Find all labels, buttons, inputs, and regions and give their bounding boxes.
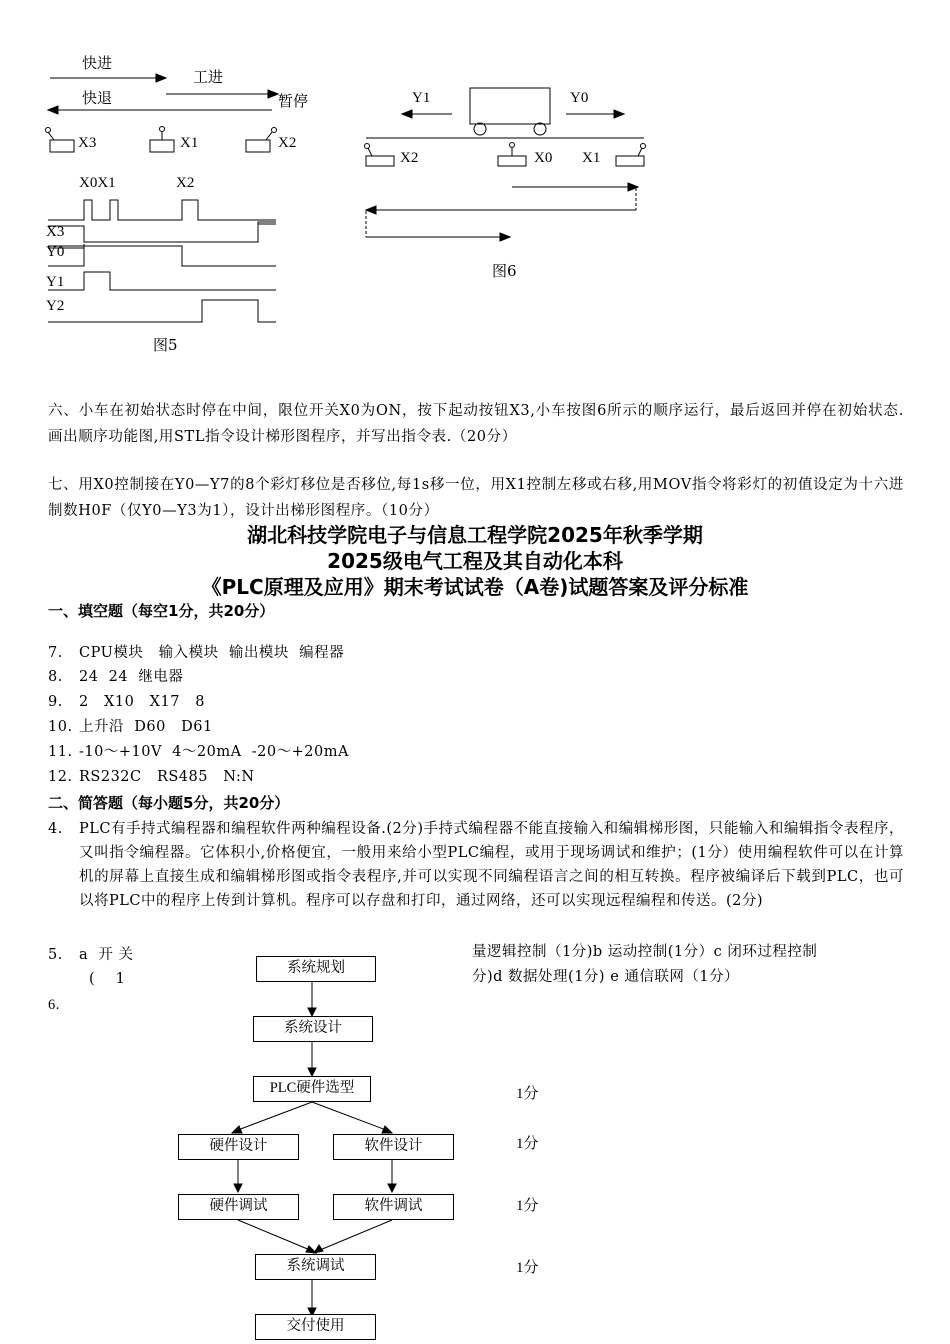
answer-11: [48, 740, 349, 764]
answer-7: [48, 641, 344, 665]
answer-8: [48, 665, 183, 689]
label-x3: X3: [78, 135, 97, 151]
answer-num: 12.: [48, 769, 73, 785]
flow-box-design: 系统设计: [253, 1016, 373, 1042]
score-1: 1分: [516, 1086, 539, 1102]
label-y0: Y0: [570, 90, 589, 106]
signal-y2: Y2: [46, 298, 65, 314]
q4-num: 4.: [48, 821, 63, 837]
flow-box-plan: 系统规划: [256, 956, 376, 982]
score-2: 1分: [516, 1136, 539, 1152]
question-6: 六、小车在初始状态时停在中间，限位开关X0为ON，按下起动按钮X3,小车按图6所示的顺序运行，最后返回并停在初始状态.画出顺序功能图,用STL指令设计梯形图程序，并写出指令表.（20分）: [48, 403, 904, 445]
label-pause: 暂停: [278, 92, 309, 110]
label-fast-forward: 快进: [82, 54, 113, 72]
answer-text: 24 24 继电器: [79, 669, 184, 685]
answer-9: [48, 690, 205, 714]
label-x1-fig6: X1: [582, 150, 601, 166]
answer-num: 10.: [48, 719, 73, 735]
label-x2: X2: [278, 135, 297, 151]
answer-num: 9.: [48, 694, 63, 710]
q5-right-2: 分)d 数据处理(1分) e 通信联网（1分）: [472, 969, 740, 985]
cart-body: [470, 88, 550, 124]
score-3: 1分: [516, 1198, 539, 1214]
answer-text: 2 X10 X17 8: [79, 694, 205, 710]
answer-q4: [48, 817, 904, 913]
q5-num: 5.: [48, 947, 63, 963]
signal-x3: X3: [46, 224, 65, 240]
flow-box-sw-debug: 软件调试: [333, 1194, 454, 1220]
flow-box-deliver: 交付使用: [255, 1314, 376, 1340]
q5-left-2: ( 1: [89, 971, 126, 987]
answer-num: 11.: [48, 744, 73, 760]
cart-wheel-left: [474, 123, 486, 135]
flow-box-sys-debug: 系统调试: [255, 1254, 376, 1280]
section-short-answer: 二、简答题（每小题5分，共20分）: [48, 794, 290, 812]
score-4: 1分: [516, 1260, 539, 1276]
figure-5-timing: [40, 190, 340, 340]
answer-text: CPU模块 输入模块 输出模块 编程器: [79, 645, 345, 661]
q6-num: 6.: [48, 997, 60, 1013]
q5-left-1: a 开 关: [79, 947, 134, 963]
page-title-line-2: 2025级电气工程及其自动化本科: [327, 549, 623, 573]
figure-5-caption: 图5: [153, 336, 178, 354]
label-x0x1: X0X1: [79, 175, 116, 191]
answer-text: -10～+10V 4～20mA -20～+20mA: [79, 744, 349, 760]
q5-right-1: 量逻辑控制（1分)b 运动控制(1分）c 闭环过程控制: [472, 944, 818, 960]
q4-text: PLC有手持式编程器和编程软件两种编程设备.(2分)手持式编程器不能直接输入和编辑梯形图，只能输入和编辑指令表程序，又叫指令编程器。它体积小,价格便宜，一般用来给小型PLC编程，或用于现场调试和维护；(1分）使用编程软件可以在计算机的屏幕上直接生成和编辑梯形图或指令表程序,并可以实现不同编程语言之间的相互转换。程序被编译后下载到PLC，也可以将PLC中的程序上传到计算机。程序可以存盘和打印，通过网络，还可以实现远程编程和传送。(2分): [79, 821, 904, 909]
page-title-line-1: 湖北科技学院电子与信息工程学院2025年秋季学期: [247, 523, 703, 547]
question-7: 七、用X0控制接在Y0—Y7的8个彩灯移位是否移位,每1s移一位，用X1控制左移或右移,用MOV指令将彩灯的初值设定为十六进制数H0F（仅Y0—Y3为1），设计出梯形图程序。（10分）: [48, 477, 904, 519]
flow-box-hw-debug: 硬件调试: [178, 1194, 299, 1220]
signal-y0: Y0: [46, 244, 65, 260]
label-x0-fig6: X0: [534, 150, 553, 166]
flow-box-hw-select: PLC硬件选型: [253, 1076, 371, 1102]
answer-12: [48, 765, 255, 789]
signal-y1: Y1: [46, 274, 65, 290]
answer-text: 上升沿 D60 D61: [79, 719, 213, 735]
label-fast-back: 快退: [82, 89, 113, 107]
label-work-forward: 工进: [193, 68, 224, 86]
cart-wheel-right: [534, 123, 546, 135]
answer-num: 7.: [48, 645, 63, 661]
answer-num: 8.: [48, 669, 63, 685]
flow-box-hw-design: 硬件设计: [178, 1134, 299, 1160]
label-y1: Y1: [412, 90, 431, 106]
label-x2-top: X2: [176, 175, 195, 191]
answer-10: [48, 715, 213, 739]
figure-6-caption: 图6: [492, 262, 517, 280]
label-x1: X1: [180, 135, 199, 151]
answer-text: RS232C RS485 N:N: [79, 769, 255, 785]
page-title-line-3: 《PLC原理及应用》期末考试试卷（A卷)试题答案及评分标准: [201, 575, 749, 599]
q5-num-line: [48, 943, 133, 967]
flow-box-sw-design: 软件设计: [333, 1134, 454, 1160]
label-x2-fig6: X2: [400, 150, 419, 166]
section-fill-blank: 一、填空题（每空1分，共20分）: [48, 602, 275, 620]
